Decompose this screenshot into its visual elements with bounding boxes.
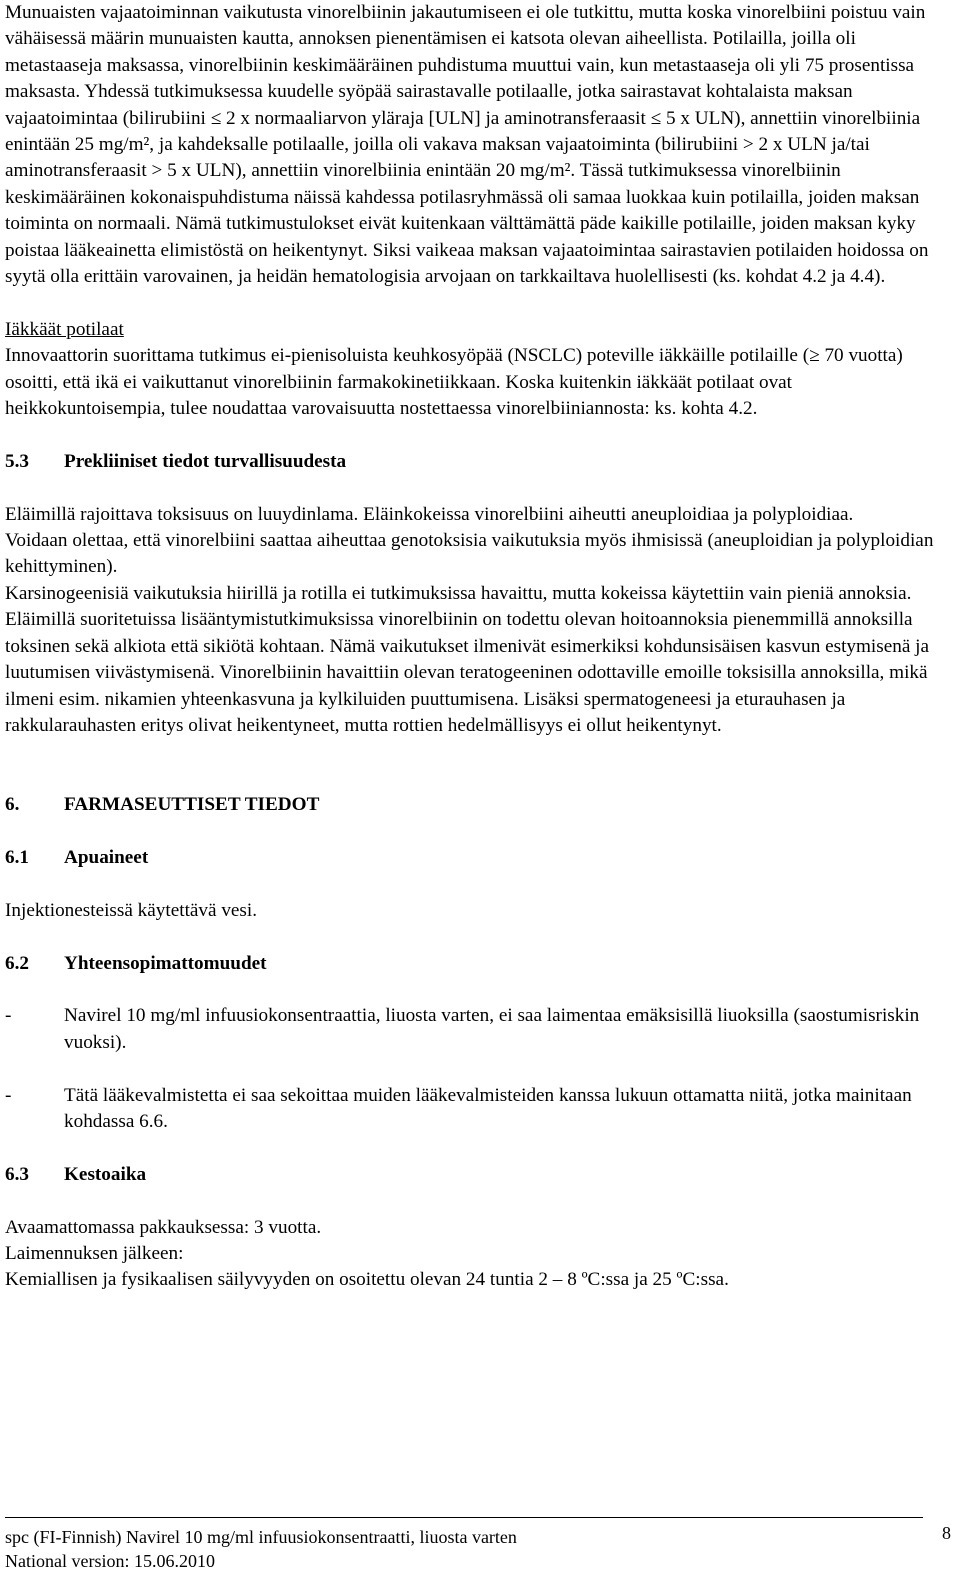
list-item-text: Navirel 10 mg/ml infuusiokonsentraattia, liuosta varten, ei saa laimentaa emäksisillä liuoksilla (saostumisriskin vuoksi). — [64, 1005, 920, 1053]
paragraph-text: Munuaisten vajaatoiminnan vaikutusta vinorelbiinin jakautumiseen ei ole tutkittu, mutta koska vinorelbiini poistuu vain vähäisessä määrin munuaisten kautta, annoksen pienentämisen ei katsota olevan aiheellista. Potilailla, joilla oli metastaaseja maksassa, vinorelbiinin keskimääräinen puhdistuma muuttui vain, kun metastaaseja oli yli 75 prosentissa maksasta. Yhdessä tutkimuksessa kuudelle syöpää sairastavalle potilaalle, jotka sairastavat kohtalaista maksan vajaatoimintaa (bilirubiini — [5, 2, 926, 129]
list-dash: - — [5, 1005, 12, 1027]
paragraph-text: 5 x ULN), annettiin vinorelbiinia enintään 25 mg/m², ja kahdeksalle potilaalle, joilla oli vakava maksan vajaatoiminta (bilirubiini > 2 x ULN ja/tai aminotransferaasit > 5 x ULN), annettiin vinorelbiinia enintään 20 mg/m². Tässä tutkimuksessa vinorelbiinin keskimääräinen kokonaispuhdistuma näissä kahdessa potilasryhmässä oli samaa luokkaa kuin potilailla, joiden maksan toiminta on normaali. Nämä tutkimustulokset eivät kuitenkaan välttämättä päde kaikille potilaille, joiden maksan kyky poistaa lääkeainetta elimistöstä on heikentynyt. Siksi vaikeaa maksan vajaatoimintaa sairastavien potilaiden hoidossa on syytä olla erittäin varovainen, ja heidän hematologisia arvojaan on tarkkailtava huolellisesti (ks. kohdat 4.2 ja 4.4). — [5, 107, 929, 288]
section-number: 5.3 — [5, 450, 29, 472]
paragraph-text: 70 vuotta) osoitti, että ikä ei vaikuttanut vinorelbiinin farmakokinetiikkaan. Koska kuitenkin iäkkäät potilaat ovat heikkokuntoisempia, tulee noudattaa varovaisuutta nostettaessa vinorelbiiniannosta: ks. kohta 4.2. — [5, 345, 903, 420]
section-heading-6-3 — [5, 1162, 950, 1188]
preclinical-paragraph: Eläimillä suoritetuissa lisääntymistutkimuksissa vinorelbiinin on todettu olevan hoitoannoksia pienemmillä annoksilla toksinen sekä alkiota että sikiötä kohtaan. Nämä vaikutukset ilmenivät esimerkiksi kohdunsisäisen kasvun estymisenä ja luutumisen viivästymisenä. Vinorelbiinin havaittiin olevan teratogeeninen odottaville emoille toksisilla annoksilla, mikä ilmeni esim. nikamien yhteenkasvuna ja kylkiluiden puuttumisena. Lisäksi spermatogeneesi ja eturauhasen ja rakkularauhasten eritys olivat heikentyneet, mutta rottien hedelmällisyys ei ollut heikentynyt. — [5, 609, 929, 736]
list-dash: - — [5, 1084, 12, 1106]
section-heading-5-3 — [5, 449, 950, 475]
list-item — [5, 1003, 950, 1056]
footer-rule — [5, 1517, 923, 1518]
renal-hepatic-paragraph — [5, 0, 950, 290]
shelf-life-line: Kemiallisen ja fysikaalisen säilyvyyden on osoitettu olevan 24 tuntia 2 – 8 ºC:ssa ja 25 ºC:ssa. — [5, 1269, 729, 1291]
section-title: Yhteensopimattomuudet — [64, 952, 267, 974]
section-title: Prekliiniset tiedot turvallisuudesta — [64, 450, 347, 472]
geq-symbol: ≥ — [809, 345, 820, 367]
section-number: 6.1 — [5, 846, 29, 868]
list-item — [5, 1083, 950, 1136]
preclinical-paragraph: Eläimillä rajoittava toksisuus on luuydinlama. Eläinkokeissa vinorelbiini aiheutti aneuploidiaa ja polyploidiaa. — [5, 503, 854, 525]
section-heading-6-1 — [5, 845, 950, 871]
leq-symbol: ≤ — [650, 107, 662, 129]
document-page — [5, 0, 950, 1294]
section-heading-6 — [5, 792, 950, 818]
paragraph-text: 2 x normaaliarvon yläraja [ULN] ja aminotransferaasit — [221, 107, 651, 129]
preclinical-paragraph: Karsinogeenisiä vaikutuksia hiirillä ja rotilla ei tutkimuksissa havaittu, mutta kokeissa käytettiin vain pieniä annoksia. — [5, 582, 912, 604]
section-title: Apuaineet — [64, 846, 149, 868]
list-item-text: Tätä lääkevalmistetta ei saa sekoittaa muiden lääkevalmisteiden kanssa lukuun ottamatta niitä, jotka mainitaan kohdassa 6.6. — [64, 1084, 912, 1132]
excipients-text: Injektionesteissä käytettävä vesi. — [5, 899, 258, 921]
footer-document-title: spc (FI-Finnish) Navirel 10 mg/ml infuusiokonsentraatti, liuosta varten — [5, 1527, 517, 1547]
paragraph-text: Innovaattorin suorittama tutkimus ei-pienisoluista keuhkosyöpää (NSCLC) poteville iäkkäille potilaille ( — [5, 345, 810, 367]
section-heading-6-2 — [5, 951, 950, 977]
section-title: Kestoaika — [64, 1163, 147, 1185]
shelf-life-line: Laimennuksen jälkeen: — [5, 1242, 184, 1264]
section-number: 6.2 — [5, 952, 29, 974]
leq-symbol: ≤ — [210, 107, 222, 129]
section-number: 6. — [5, 794, 20, 816]
preclinical-paragraph: Voidaan olettaa, että vinorelbiini saattaa aiheuttaa genotoksisia vaikutuksia myös ihmisissä (aneuploidian ja polyploidian kehittyminen). — [5, 530, 934, 578]
footer-version: National version: 15.06.2010 — [5, 1551, 215, 1571]
elderly-heading: Iäkkäät potilaat — [5, 318, 124, 340]
section-title: FARMASEUTTISET TIEDOT — [64, 794, 320, 816]
elderly-paragraph — [5, 343, 950, 422]
page-number: 8 — [942, 1523, 951, 1543]
shelf-life-line: Avaamattomassa pakkauksessa: 3 vuotta. — [5, 1216, 322, 1238]
section-number: 6.3 — [5, 1163, 29, 1185]
